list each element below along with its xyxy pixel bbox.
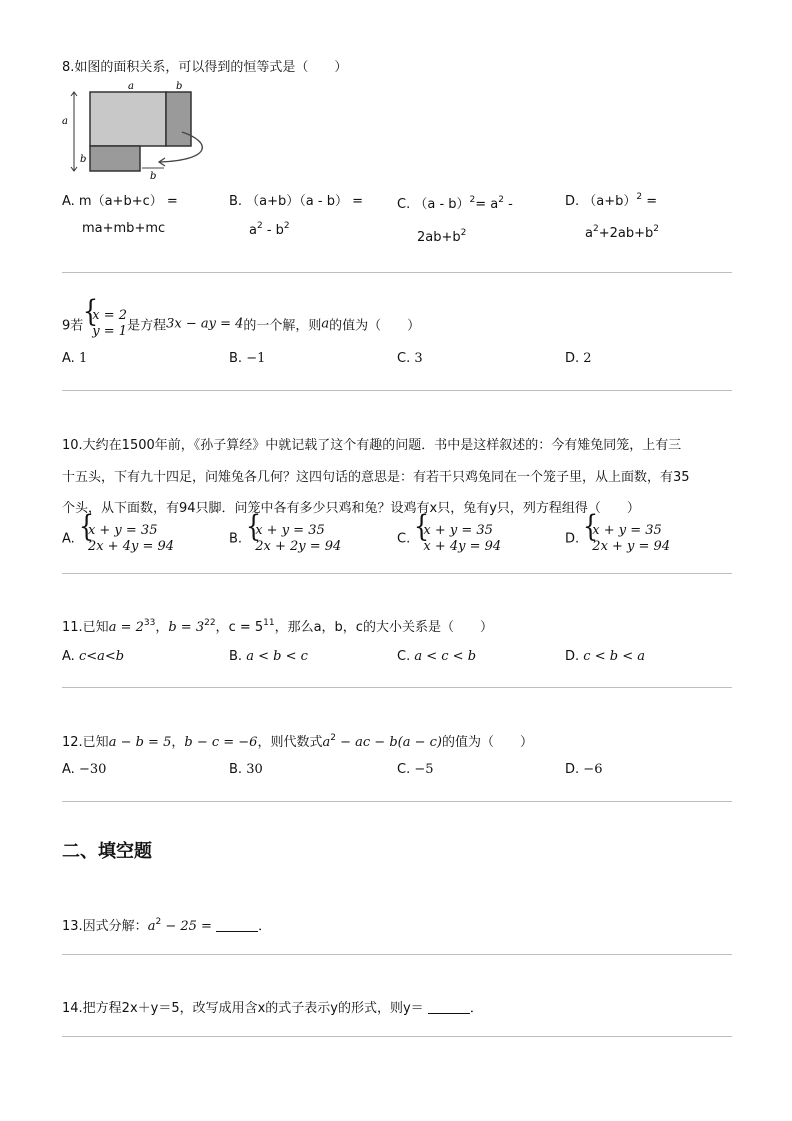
q8-option-a-line2: ma+mb+mc — [82, 221, 166, 236]
label-b-bottom: b — [150, 171, 157, 180]
label-b-top: b — [176, 81, 183, 92]
label-a-left: a — [62, 116, 68, 127]
divider — [62, 687, 732, 688]
q8-stem: 8.如图的面积关系，可以得到的恒等式是（ ） — [62, 60, 348, 75]
q11-stem: 11.已知$a = 2^{33}$，$b = 3^{22}$，$c = 5^{11}$，那么a，b，c的大小关系是（ ） — [62, 618, 493, 635]
q8-option-d-line2: $a^2+2ab+b^2$ — [585, 224, 659, 241]
q9-option-b: B. −1 — [229, 351, 266, 366]
divider — [62, 954, 732, 955]
q9-option-d: D. 2 — [565, 351, 592, 366]
divider — [62, 1036, 732, 1037]
q10-line2: 十五头，下有九十四足，问雉兔各几何？这四句话的意思是：有若干只鸡兔同在一个笼子里，从上面数，有35 — [62, 470, 690, 485]
q10-option-c: C. { x + y = 35 x + 4y = 94 — [397, 523, 501, 555]
q8-option-c-line1: C. $(a - b)^2= a^2$ - — [397, 195, 513, 212]
q10-option-d: D. { x + y = 35 2x + y = 94 — [565, 523, 670, 555]
q9-option-c: C. 3 — [397, 351, 423, 366]
q8-option-b-line2: $a^2 - b^2$ — [249, 221, 290, 238]
q14-stem: 14.把方程2x＋y＝5，改写成用含x的式子表示y的形式，则y＝ ． — [62, 1001, 483, 1016]
divider — [62, 801, 732, 802]
divider — [62, 390, 732, 391]
q12-option-c: C. −5 — [397, 762, 434, 777]
square-a — [90, 92, 166, 146]
divider — [62, 272, 732, 273]
divider — [62, 573, 732, 574]
q12-option-a: A. −30 — [62, 762, 107, 777]
q12-option-d: D. −6 — [565, 762, 603, 777]
q13-stem: 13.因式分解：$a^2 - 25$ = ． — [62, 917, 272, 934]
q10-line1: 10.大约在1500年前，《孙子算经》中就记载了这个有趣的问题．书中是这样叙述的：今有雉兔同笼，上有三 — [62, 438, 682, 453]
q14-answer-blank[interactable] — [428, 1000, 470, 1014]
strip-b-bottom — [90, 146, 140, 171]
q10-option-b: B. { x + y = 35 2x + 2y = 94 — [229, 523, 341, 555]
q10-option-a: A. { x + y = 35 2x + 4y = 94 — [62, 523, 174, 555]
q8-option-d-line1: D. $(a+b)^2$ = — [565, 192, 658, 209]
q11-option-b: B. a < b < c — [229, 649, 308, 664]
q13-answer-blank[interactable] — [216, 918, 258, 932]
q8-area-figure — [62, 80, 210, 180]
q11-option-c: C. a < c < b — [397, 649, 477, 664]
q9-system: { x = 2 y = 1 — [83, 308, 127, 340]
label-b-left: b — [80, 154, 87, 165]
q12-option-b: B. 30 — [229, 762, 263, 777]
q10-line3: 个头，从下面数，有94只脚．问笼中各有多少只鸡和兔？设鸡有x只，兔有y只，列方程组得（ ） — [62, 501, 640, 516]
q11-option-d: D. c < b < a — [565, 649, 645, 664]
strip-b-right — [166, 92, 191, 146]
section-title: 二、填空题 — [62, 841, 152, 862]
q11-option-a: A. c<a<b — [62, 649, 125, 664]
label-a-top: a — [128, 81, 134, 92]
q9-option-a: A. 1 — [62, 351, 88, 366]
q8-option-a-line1: A. m（a+b+c） = — [62, 194, 178, 209]
q8-option-c-line2: $2ab+b^2$ — [417, 228, 467, 245]
q9-stem: 9若 { x = 2 y = 1 是方程3x − ay = 4的一个解，则a的值为（ ） — [62, 308, 420, 340]
q8-option-b-line1: B. （a+b）（a - b） = — [229, 194, 363, 209]
q12-stem: 12.已知a − b = 5，b − c = −6，则代数式$a^2$ − ac − b(a − c)的值为（ ） — [62, 733, 533, 750]
